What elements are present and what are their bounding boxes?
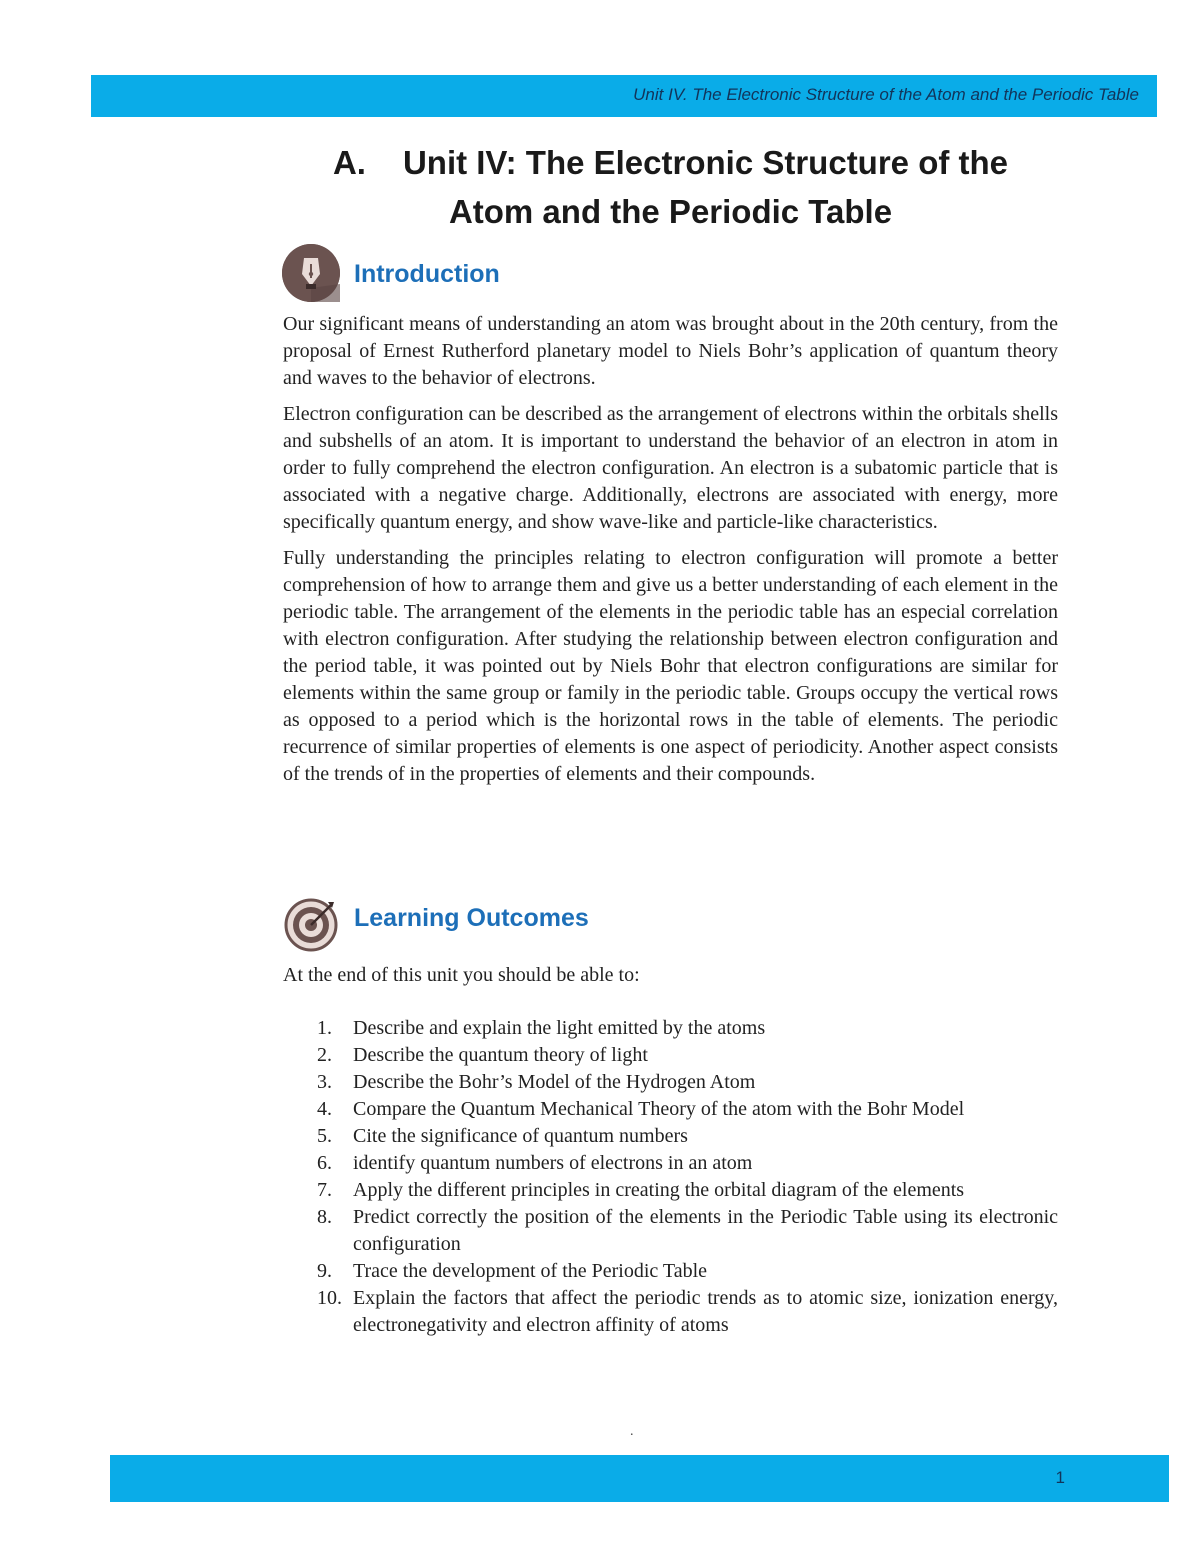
- list-number: 3.: [317, 1071, 332, 1093]
- list-item: [283, 1069, 1058, 1096]
- list-text: Describe and explain the light emitted by the atoms: [353, 1017, 766, 1039]
- list-text: Trace the development of the Periodic Table: [353, 1260, 708, 1282]
- list-text: Predict correctly the position of the elements in the Periodic Table using its electronic configuration: [353, 1206, 1058, 1255]
- list-number: 7.: [317, 1179, 332, 1201]
- list-text: identify quantum numbers of electrons in an atom: [353, 1152, 753, 1174]
- list-number: 2.: [317, 1044, 332, 1066]
- footer-dot: .: [630, 1424, 634, 1439]
- list-text: Cite the significance of quantum numbers: [353, 1125, 688, 1147]
- list-number: 6.: [317, 1152, 332, 1174]
- list-number: 9.: [317, 1260, 332, 1282]
- intro-paragraph-2: Electron configuration can be described as the arrangement of electrons within the orbitals shells and subshells of an atom. It is important to understand the behavior of an electron in atom in order to fully comprehend the electron configuration. An electron is a subatomic particle that is associated with a negative charge. Additionally, electrons are associated with energy, more specifically quantum energy, and show wave-like and particle-like characteristics.: [283, 403, 1058, 533]
- intro-paragraph-1: Our significant means of understanding an atom was brought about in the 20th century, from the proposal of Ernest Rutherford planetary model to Niels Bohr’s application of quantum theory and waves to the behavior of electrons.: [283, 313, 1058, 389]
- list-text: Apply the different principles in creating the orbital diagram of the elements: [353, 1179, 965, 1201]
- introduction-body: [283, 311, 1058, 797]
- title-letter: A.: [332, 144, 366, 181]
- list-item: [283, 1042, 1058, 1069]
- title-line-2: Atom and the Periodic Table: [448, 193, 893, 230]
- title-line-1: Unit IV: The Electronic Structure of the: [402, 144, 1009, 181]
- list-text: Explain the factors that affect the periodic trends as to atomic size, ionization energy, electronegativity and electron affinity of atoms: [353, 1287, 1058, 1336]
- header-band: [91, 75, 1157, 117]
- footer-band: [110, 1455, 1169, 1502]
- list-item: [283, 1096, 1058, 1123]
- learning-outcomes-intro: At the end of this unit you should be able to:: [283, 964, 640, 986]
- list-number: 5.: [317, 1125, 332, 1147]
- page-number: 1: [1055, 1468, 1065, 1487]
- list-text: Describe the quantum theory of light: [353, 1044, 648, 1066]
- fountain-pen-icon: [282, 244, 340, 302]
- list-item: [283, 1177, 1058, 1204]
- list-text: Compare the Quantum Mechanical Theory of the atom with the Bohr Model: [353, 1098, 965, 1120]
- learning-outcomes-list: [283, 1015, 1058, 1339]
- list-item: [283, 1150, 1058, 1177]
- list-item: [283, 1285, 1058, 1339]
- introduction-heading: Introduction: [354, 260, 500, 288]
- learning-outcomes-heading: Learning Outcomes: [354, 904, 589, 932]
- target-icon: [282, 894, 340, 952]
- list-item: [283, 1204, 1058, 1258]
- list-item: [283, 1123, 1058, 1150]
- running-header: Unit IV. The Electronic Structure of the Atom and the Periodic Table: [633, 85, 1139, 104]
- list-number: 8.: [317, 1206, 332, 1228]
- list-text: Describe the Bohr’s Model of the Hydrogen Atom: [353, 1071, 756, 1093]
- list-item: [283, 1258, 1058, 1285]
- list-number: 10.: [317, 1287, 342, 1309]
- list-item: [283, 1015, 1058, 1042]
- list-number: 1.: [317, 1017, 332, 1039]
- page-title: [283, 138, 1058, 236]
- intro-paragraph-3: Fully understanding the principles relating to electron configuration will promote a better comprehension of how to arrange them and give us a better understanding of each element in the periodic table. The arrangement of the elements in the periodic table has an especial correlation with electron configuration. After studying the relationship between electron configuration and the period table, it was pointed out by Niels Bohr that electron configurations are similar for elements within the same group or family in the periodic table. Groups occupy the vertical rows as opposed to a period which is the horizontal rows in the table of elements. The periodic recurrence of similar properties of elements is one aspect of periodicity. Another aspect consists of the trends of in the properties of elements and their compounds.: [283, 547, 1058, 785]
- list-number: 4.: [317, 1098, 332, 1120]
